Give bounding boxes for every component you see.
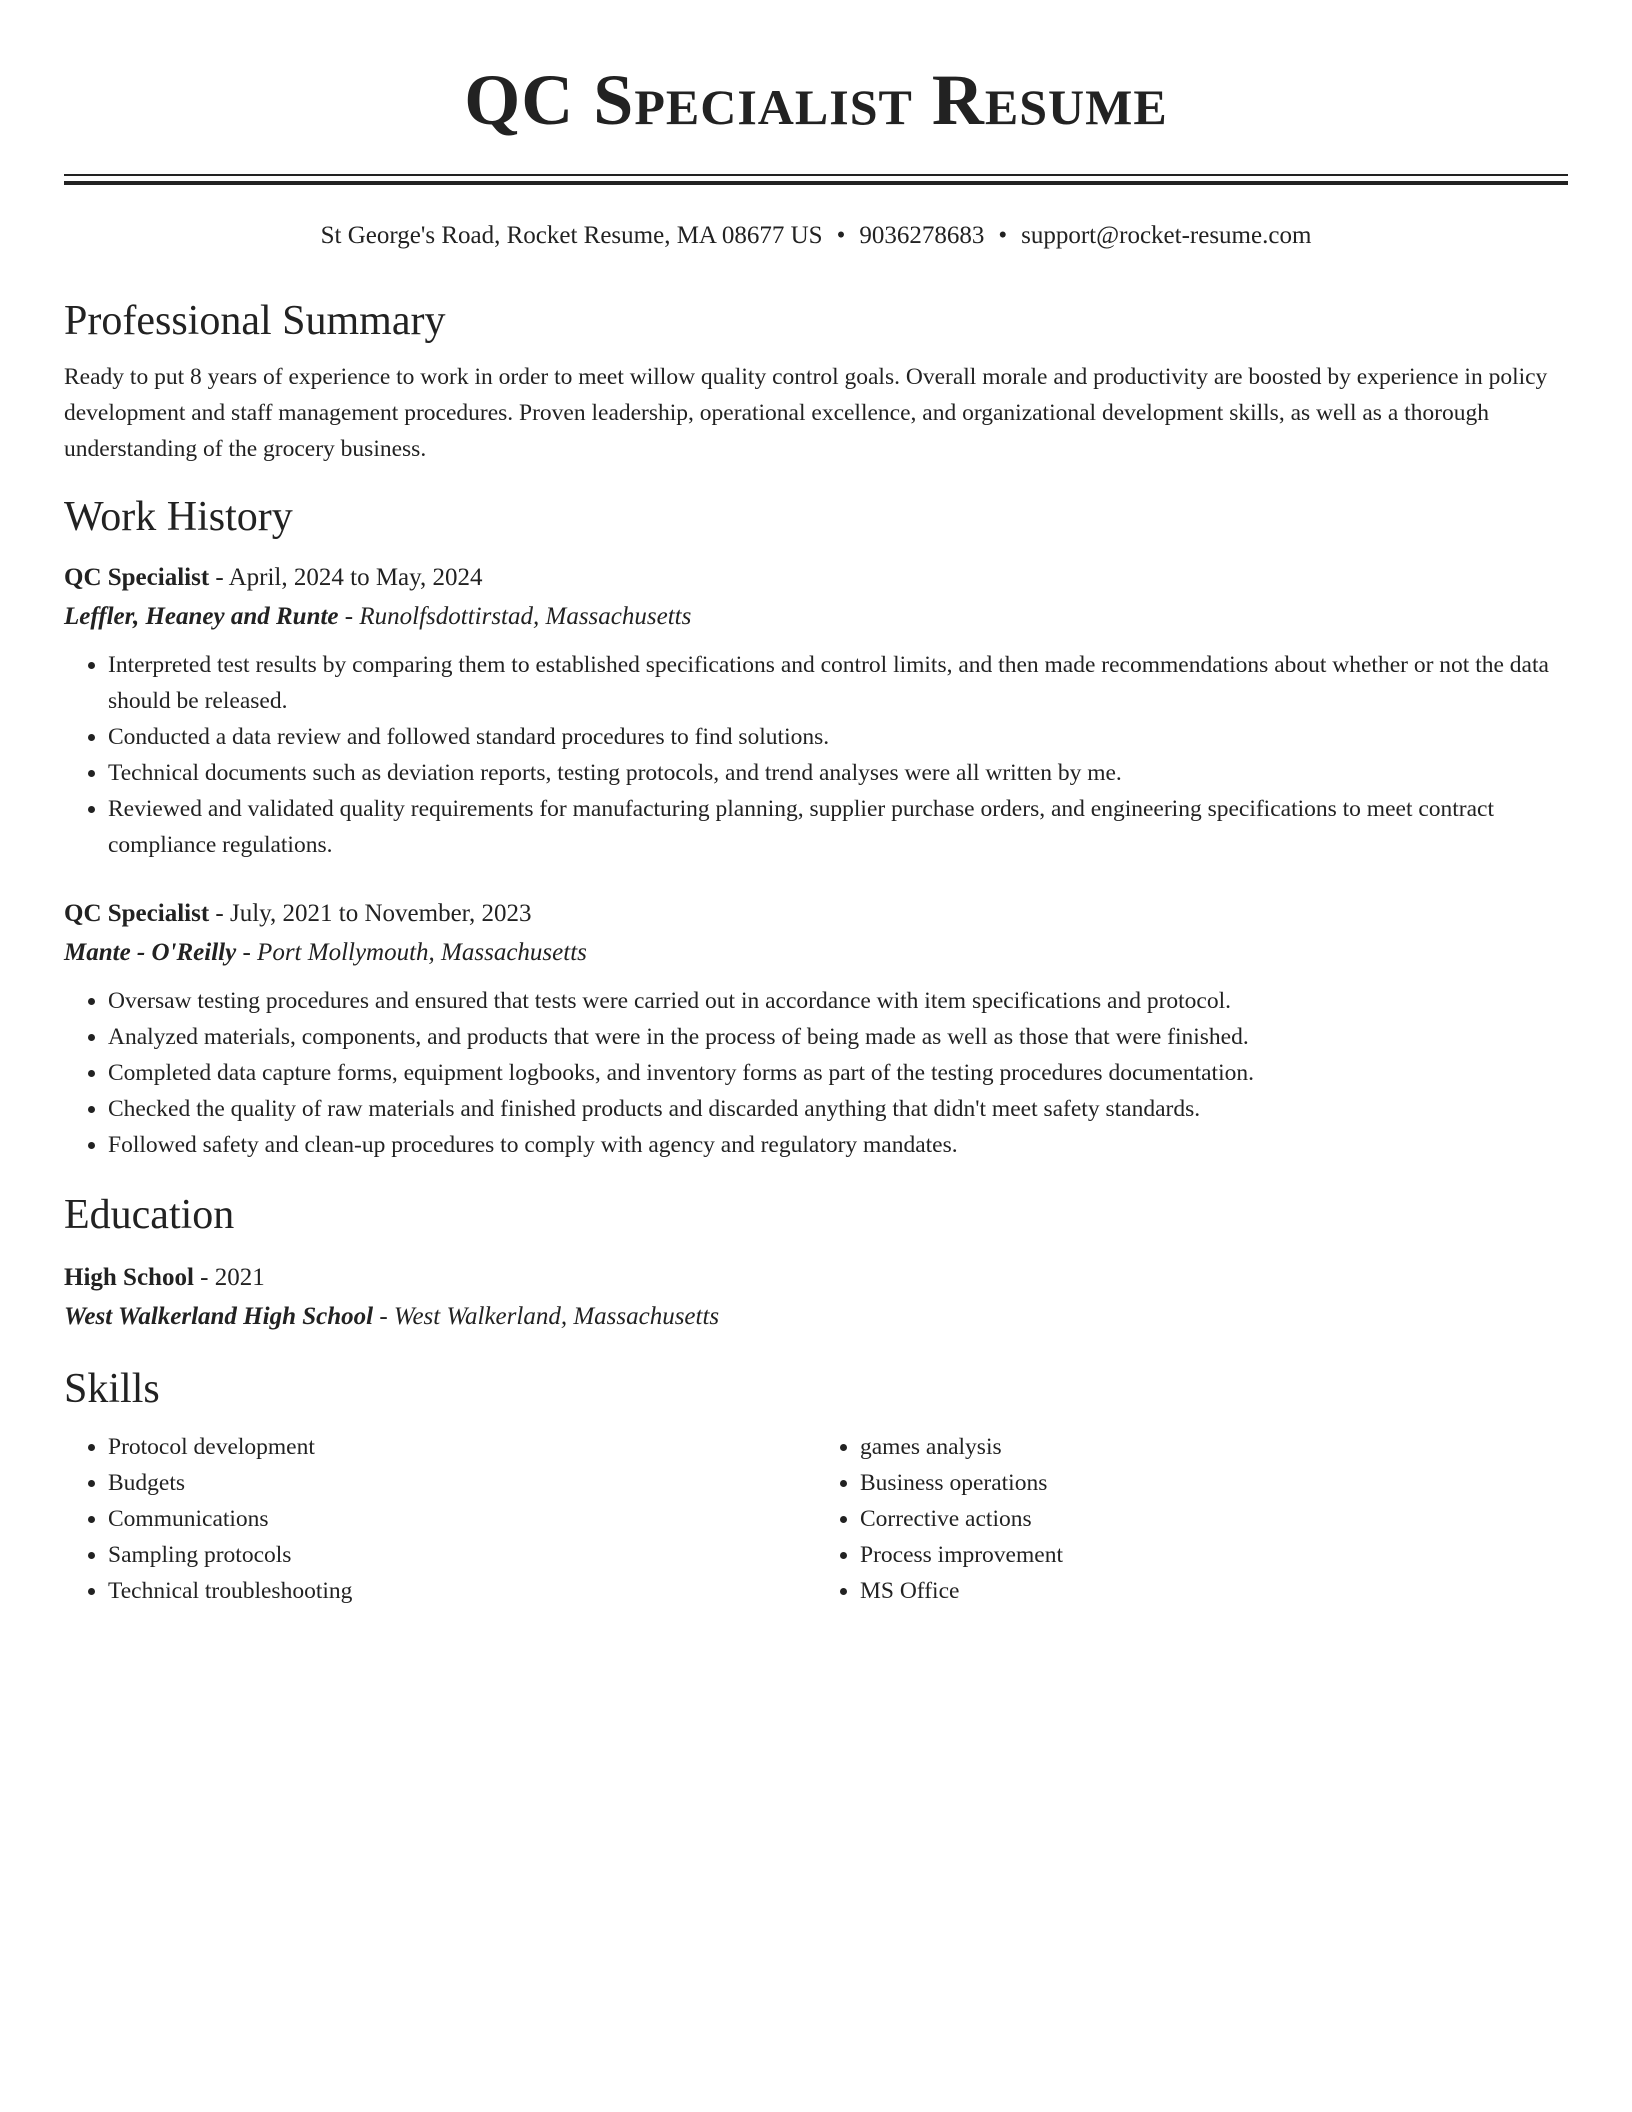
job-title: QC Specialist xyxy=(64,564,210,591)
skill-item: • Corrective actions xyxy=(860,1501,1568,1537)
skill-item: • Protocol development xyxy=(108,1429,816,1465)
job-dates: - July, 2021 to November, 2023 xyxy=(209,900,532,927)
job-bullet: • Followed safety and clean-up procedures to comply with agency and regulatory mandates. xyxy=(108,1127,1568,1163)
contact-phone: 9036278683 xyxy=(859,222,985,249)
job-bullet: • Reviewed and validated quality requirements for manufacturing planning, supplier purchase orders, and engineering specifications to meet contract compliance regulations. xyxy=(108,791,1568,863)
school-name: West Walkerland High School xyxy=(64,1303,374,1330)
skill-item: • games analysis xyxy=(860,1429,1568,1465)
job-entry xyxy=(64,559,1568,863)
employer-line xyxy=(64,933,1568,973)
contact-email: support@rocket-resume.com xyxy=(1021,222,1312,249)
skill-item: • Business operations xyxy=(860,1465,1568,1501)
job-bullet: • Analyzed materials, components, and products that were in the process of being made as well as those that were finished. xyxy=(108,1019,1568,1055)
contact-line xyxy=(64,219,1568,253)
contact-separator: • xyxy=(836,222,846,249)
contact-separator: • xyxy=(998,222,1008,249)
school-line xyxy=(64,1297,1568,1337)
job-bullets xyxy=(64,647,1568,863)
job-bullet: • Oversaw testing procedures and ensured that tests were carried out in accordance with item specifications and protocol. xyxy=(108,983,1568,1019)
title-divider xyxy=(64,174,1568,185)
job-title-line xyxy=(64,559,1568,597)
contact-address: St George's Road, Rocket Resume, MA 08677 US xyxy=(320,222,823,249)
job-bullet: • Checked the quality of raw materials and finished products and discarded anything that didn't meet safety standards. xyxy=(108,1091,1568,1127)
skill-item: • Sampling protocols xyxy=(108,1537,816,1573)
job-bullet: • Conducted a data review and followed standard procedures to find solutions. xyxy=(108,719,1568,755)
job-title: QC Specialist xyxy=(64,900,210,927)
employer-location: - Runolfsdottirstad, Massachusetts xyxy=(338,603,692,630)
summary-text: Ready to put 8 years of experience to work in order to meet willow quality control goals. Overall morale and productivity are boosted by experience in policy development and staff management procedures. Proven leadership, operational excellence, and organizational development skills, as well as a thorough understanding of the grocery business. xyxy=(64,364,1548,462)
education-entry xyxy=(64,1259,1568,1337)
school-location: - West Walkerland, Massachusetts xyxy=(373,1303,720,1330)
job-entry xyxy=(64,895,1568,1163)
skills-list-right xyxy=(816,1429,1568,1609)
job-bullet: • Interpreted test results by comparing them to established specifications and control limits, and then made recommendations about whether or not the data should be released. xyxy=(108,647,1568,719)
employer-name: Mante - O'Reilly xyxy=(64,939,237,966)
page-title: QC Specialist Resume xyxy=(464,60,1168,140)
employer-line xyxy=(64,597,1568,637)
job-dates: - April, 2024 to May, 2024 xyxy=(209,564,483,591)
degree-line xyxy=(64,1259,1568,1297)
employer-location: - Port Mollymouth, Massachusetts xyxy=(236,939,587,966)
employer-name: Leffler, Heaney and Runte xyxy=(64,603,339,630)
skill-item: • Budgets xyxy=(108,1465,816,1501)
job-bullet: • Technical documents such as deviation reports, testing protocols, and trend analyses were all written by me. xyxy=(108,755,1568,791)
job-bullet: • Completed data capture forms, equipment logbooks, and inventory forms as part of the testing procedures documentation. xyxy=(108,1055,1568,1091)
job-bullets xyxy=(64,983,1568,1163)
job-title-line xyxy=(64,895,1568,933)
skill-item: • Process improvement xyxy=(860,1537,1568,1573)
skills-heading: Skills xyxy=(64,1366,160,1412)
degree: High School xyxy=(64,1264,194,1291)
skill-item: • MS Office xyxy=(860,1573,1568,1609)
skills-list-left xyxy=(64,1429,816,1609)
skill-item: • Technical troubleshooting xyxy=(108,1573,816,1609)
skill-item: • Communications xyxy=(108,1501,816,1537)
graduation-year: - 2021 xyxy=(193,1264,265,1291)
skills-columns xyxy=(64,1429,1568,1609)
education-heading: Education xyxy=(64,1192,235,1238)
summary-heading: Professional Summary xyxy=(64,298,446,344)
work-history-heading: Work History xyxy=(64,494,293,540)
